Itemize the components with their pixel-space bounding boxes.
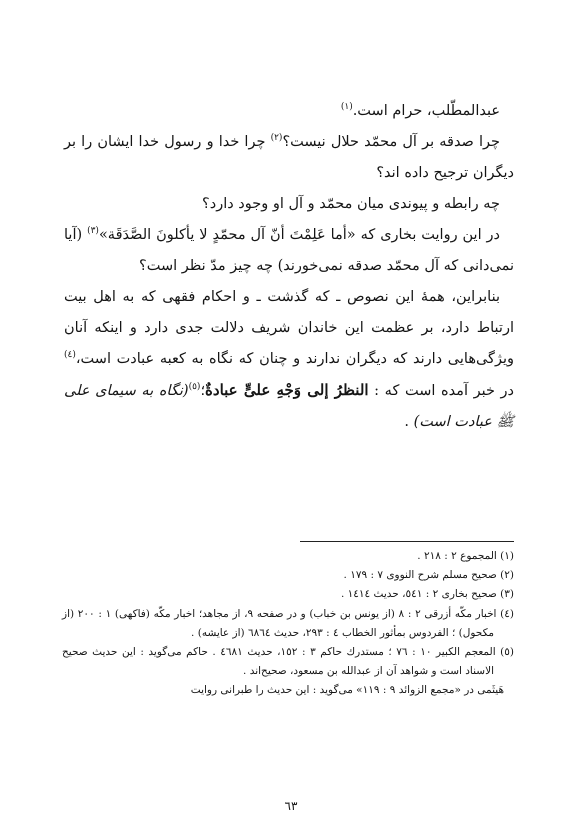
footnote-ref[interactable]: (٣)	[87, 226, 99, 237]
footnote-1: (١) المجموع ٢ : ٢١٨ .	[417, 550, 514, 562]
paragraph-2	[64, 127, 514, 189]
text-span: در خبر آمده است که :	[368, 383, 514, 399]
page-number: ٦٣	[284, 799, 298, 813]
text-span: (آیا نمی‌دانی که آل محمّد صدقه نمی‌خورند) چه چیز مدّ نظر است؟	[64, 227, 514, 274]
text-span: در این روایت بخاری که «أما عَلِمْتَ أنّ آل محمّدٍ لا یأکلونَ الصَّدَقَة»	[98, 227, 500, 243]
footnote-5: (٥) المعجم الکبیر ١٠ : ٧٦ ؛ مستدرك حاکم ٣ : ١٥٢، حدیث ٤٦٨١ . حاکم می‌گوید : این حدیث صحیح الاسناد است و شواهد آن از عبدالله بن مسعود، صحیح‌اند .	[62, 646, 514, 678]
text-span: چرا خدا و رسول خدا ایشان را بر دیگران ترجیح داده اند؟	[64, 134, 514, 181]
text-span: ؛	[200, 383, 206, 399]
paragraph-4	[64, 220, 514, 282]
footnote-ref[interactable]: (٥)	[188, 382, 201, 393]
footnote-divider	[300, 541, 514, 542]
footnote-ref[interactable]: (١)	[340, 102, 353, 113]
text-span: .	[404, 414, 414, 430]
translation-italic: (نگاه به سیمای علی ﷺ عبادت است)	[64, 383, 514, 430]
text-span: عبدالمطّلب، حرام است.	[352, 103, 500, 119]
text-span: چرا صدقه بر آل محمّد حلال نیست؟	[282, 134, 500, 150]
footnote-5-continuation: هَیثَمی در «مجمع الزوائد ٩ : ١١٩» می‌گوید : این حدیث را طبرانی روایت	[190, 684, 504, 697]
footnote-4: (٤) اخبار مکّه أزرقی ٢ : ٨ (از یونس بن خباب) و در صفحه ٩، از مجاهد؛ اخبار مکّه (فاکهی) ١ : ٢٠٠ (از مکحول) ؛ الفردوس بمأثور الخطاب ٤ : ٢٩٣، حدیث ٦٨٦٤ (از عایشه) .	[62, 607, 514, 639]
hadith-quote: النظرُ إلی وَجْهِ علیٍّ عبادةٌ	[205, 381, 369, 399]
main-text	[64, 96, 514, 438]
text-span: بنابراین، همهٔ این نصوص ـ که گذشت ـ و احکام فقهی که به اهل بیت ارتباط دارد، بر عظمت این خاندان شریف دلالت جدی دارد و اینکه آنان ویژگی‌هایی دارند که دیگران ندارند و چنان که نگاه به کعبه عبادت است،	[64, 289, 514, 367]
paragraph-5	[64, 282, 514, 438]
footnotes	[62, 547, 514, 701]
footnote-ref[interactable]: (٤)	[64, 350, 76, 361]
footnote-ref[interactable]: (٢)	[270, 133, 283, 144]
footnote-3: (٣) صحیح بخاری ٢ : ٥٤١، حدیث ١٤١٤ .	[340, 588, 514, 601]
text-span: چه رابطه و پیوندی میان محمّد و آل او وجود دارد؟	[202, 196, 500, 212]
paragraph-1	[64, 96, 514, 127]
footnote-2: (٢) صحیح مسلم شرح النووی ٧ : ١٧٩ .	[343, 569, 514, 582]
paragraph-3	[64, 189, 514, 220]
